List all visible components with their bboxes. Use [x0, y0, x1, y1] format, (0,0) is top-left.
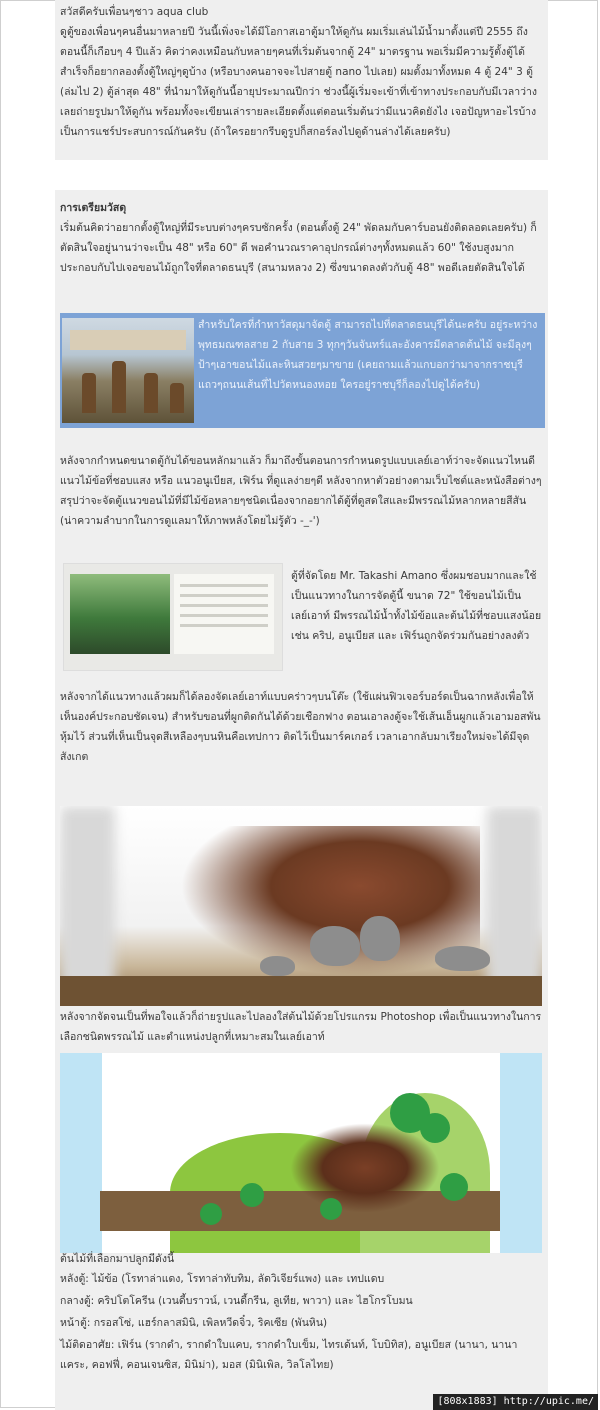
hardscape-text: หลังจากได้แนวทางแล้วผมก็ได้ลองจัดเลย์เอาท์แบบคร่าวๆบนโต๊ะ (ใช้แผ่นฟิวเจอร์บอร์ดเป็นฉากหลังเพื่อให้เห็นองค์ประกอบชัดเจน) สำหรับขอนที่ผูกติดกันได้ด้วยเชือกฟาง ตอนเอาลงตู้จะใช้เส้นเอ็นผูกแล้วเอามอสพันหุ้มไว้ ส่วนที่เห็นเป็นจุดสีเหลืองๆบนหินคือเทปกาว ติดไว้เป็นมาร์คเกอร์ เวลาเอากลับมาเรียงใหม่จะได้มีจุดสังเกต — [60, 691, 541, 763]
driftwood-stand — [170, 383, 184, 413]
prep-text: เริ่มต้นคิดว่าอยากตั้งตู้ใหญ่ที่มีระบบต่างๆครบซักครั้ง (ตอนตั้งตู้ 24" พัดลมกับคาร์บอนยังติดลอดเลยครับ) ก็ตัดสินใจอยู่นานว่าจะเป็น 48" หรือ 60" ดี พอคำนวณราคาอุปกรณ์ต่างๆทั้งหมดแล้ว 60" ใช้งบสูงมาก ประกอบกับไปเจอขอนไม้ถูกใจที่ตลาดธนบุรี (สนามหลวง 2) ซึ่งขนาดลงตัวกับตู้ 48" พอดีเลยตัดสินใจได้ — [60, 222, 537, 274]
market-photo — [62, 318, 194, 423]
rock — [360, 916, 400, 961]
table-surface — [60, 976, 542, 1006]
market-roof — [70, 330, 186, 350]
plant — [200, 1203, 222, 1225]
plants-row: กลางตู้: คริปโตโครีน (เวนดี้บราวน์, เวนดี้กรีน, ลูเทีย, พาวา) และ ไฮโกรโบมน — [60, 1295, 413, 1307]
hardscape-photo — [60, 806, 542, 1006]
plant — [440, 1173, 468, 1201]
book-text-page — [174, 574, 274, 654]
rock — [435, 946, 490, 971]
driftwood-stand — [144, 373, 158, 413]
plant — [320, 1198, 342, 1220]
plants-heading: ต้นไม้ที่เลือกมาปลูกมีดังนี้ — [60, 1253, 175, 1265]
plants-row: หลังตู้: ไม้ข้อ (โรทาล่าแดง, โรทาล่าทับทิม, ลัดวิเจียร์แพง) และ เทปแดบ — [60, 1273, 385, 1285]
layout-plan-text: หลังจากกำหนดขนาดตู้กับได้ขอนหลักมาแล้ว ก็มาถึงขั้นตอนการกำหนดรูปแบบเลย์เอาท์ว่าจะจัดแนวไหนดี แนวไม้ข้อที่ชอบแสง หรือ แนวอนูเบียส, เฟิร์น ที่ดูแลง่ายๆดี หลังจากหาตัวอย่างตามเว็บไซต์และหนังสือต่างๆ สรุปว่าจะจัดตู้แนวขอนไม้ที่มีไม้ข้อหลายๆชนิดเนื่องจากอยากได้ตู้ที่ดูสดใสและมีพรรณไม้หลากหลายสีสัน (น่าความลำบากในการดูแลมาให้ภาพหลังโดยไม่รู้ตัว -_-') — [60, 455, 542, 527]
rock — [260, 956, 295, 976]
image-host-stamp: [808x1883] http://upic.me/ — [433, 1394, 598, 1410]
driftwood-stand — [82, 373, 96, 413]
hardscape-caption: หลังจากจัดจนเป็นที่พอใจแล้วก็ถ่ายรูปและไปลองใส่ต้นไม้ด้วยโปรแกรม Photoshop เพื่อเป็นแนวทางในการเลือกชนิดพรรณไม้ และตำแหน่งปลูกที่เหมาะสมในเลย์เอาท์ — [60, 1011, 542, 1043]
left-glass — [60, 1053, 102, 1253]
book-aquascape-page — [70, 574, 170, 654]
plant — [420, 1113, 450, 1143]
book-photo — [63, 563, 283, 671]
prep-heading: การเตรียมวัสดุ — [60, 202, 127, 214]
planted-mockup — [60, 1053, 542, 1253]
callout-text: สำหรับใครที่กำหาวัสดุมาจัดตู้ สามารถไปที่ตลาดธนบุรีได้นะครับ อยู่ระหว่างพุทธมณฑลสาย 2 กับสาย 3 ทุกๆวันจันทร์และอังคารมีตลาดต้นไม้ จะมีลุงๆป้าๆเอาขอนไม้และหินสวยๆมาขาย (เคยถามแล้วแกบอกว่ามาจากราชบุรีแถวๆถนนเส้นที่ไปวัดหนองหอย ใครอยู่ราชบุรีก็ลองไปดูได้ครับ) — [198, 319, 538, 391]
plants-row: ไม้ติดอาศัย: เฟิร์น (รากดำ, รากดำใบแคบ, รากดำใบเข็ม, ไทรเด้นท์, โบบิทิส), อนูเบียส (นานา, นานาแคระ, คอฟฟี่, คอนเจนซิส, มินิม่า), มอส (มินิเพิล, วิลโลไทย) — [60, 1339, 518, 1371]
plants-row: หน้าตู้: กรอสโซ่, แฮร์กลาสมินิ, เพิลหวีดจิ๋ว, ริคเซีย (พันหิน) — [60, 1317, 328, 1329]
driftwood — [290, 1123, 440, 1213]
right-glass — [500, 1053, 542, 1253]
book-text: ตู้ที่จัดโดย Mr. Takashi Amano ซึ่งผมชอบมากและใช้เป็นแนวทางในการจัดตู้นี้ ขนาด 72" ใช้ขอนไม้เป็นเลย์เอาท์ มีพรรณไม้น้ำทั้งไม้ข้อและต้นไม้ที่ชอบแสงน้อย เช่น คริป, อนูเบียส และ เฟิร์นถูกจัดร่วมกันอย่างลงตัว — [291, 570, 542, 642]
plant — [240, 1183, 264, 1207]
driftwood-stand — [112, 361, 126, 413]
rock — [310, 926, 360, 966]
intro-text: สวัสดีครับเพื่อนๆชาว aqua club ดูตู้ของเพื่อนๆคนอื่นมาหลายปี วันนี้เพิ่งจะได้มีโอกาสเอาตู้มาให้ดูกัน ผมเริ่มเล่นไม้น้ำมาตั้งแต่ปี 2555 ถึงตอนนี้ก็เกือบๆ 4 ปีแล้ว คิดว่าคงเหมือนกับหลายๆคนที่เริ่มต้นจากตู้ 24" มาตรฐาน พอเริ่มมีความรู้ตั้งตู้ได้สำเร็จก็อยากลองตั้งตู้ใหญ่ๆดูบ้าง (หรือบางคนอาจจะไปสายตู้ nano ไปเลย) ผมตั้งมาทั้งหมด 4 ตู้ 24" 3 ตู้ (ล่มไป 2) ตู้ล่าสุด 48" ที่นำมาให้ดูกันนี้อายุประมาณปีกว่า ช่วงนี้ผู้เริ่มจะเข้าที่เข้าทางประกอบกับมีเวลาว่างเลยถ่ายรูปมาให้ดูกัน พร้อมทั้งจะเขียนเล่ารายละเอียดตั้งแต่ตอนเริ่มต้นว่ามีแนวคิดยังไง เจอปัญหาอะไรบ้าง เป็นการแชร์ประสบการณ์กันครับ (ถ้าใครอยากรีบดูรูปก็สกอร์ลงไปดูด้านล่างได้เลยครับ) — [60, 6, 538, 138]
